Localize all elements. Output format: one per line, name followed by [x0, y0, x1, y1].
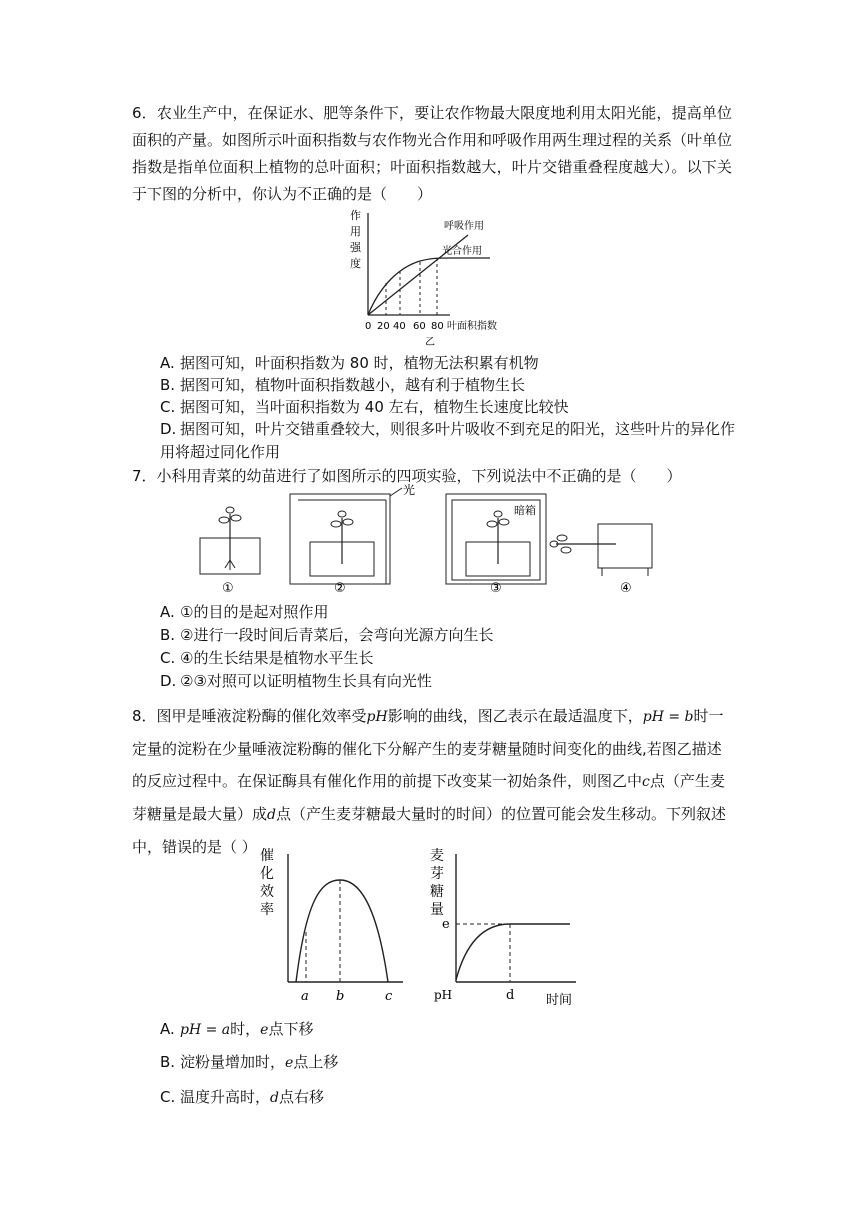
svg-text:时间: 时间: [546, 993, 573, 1006]
q6-option-b[interactable]: B. 据图可知，植物叶面积指数越小，越有利于植物生长: [160, 376, 526, 394]
q7-figure: [190, 484, 670, 600]
q6-option-d[interactable]: D. 据图可知，叶片交错重叠较大，则很多叶片吸收不到充足的阳光，这些叶片的异化作用将超过同化作用: [160, 420, 736, 461]
q6-xtick-2: 40: [393, 321, 406, 332]
q6-xtick-4: 80: [431, 321, 444, 332]
q7-darkbox-label: 暗箱: [514, 504, 536, 517]
q8-figure-b: [428, 842, 584, 1006]
q7-label-1: ①: [222, 581, 234, 596]
q7-light-label: 光: [403, 484, 416, 497]
q8-stem: 8．图甲是唾液淀粉酶的催化效率受pH影响的曲线，图乙表示在最适温度下，pH = b时一 定量的淀粉在少量唾液淀粉酶的催化下分解产生的麦芽糖量随时间变化的曲线,若图乙描述 的反应过程中。在保证酶具有催化作用的前提下改变某一初始条件，则图乙中c点（产生麦 芽糖量是最大量）成d点（产生麦芽糖最大量时的时间）的位置可能会发生移动。下列叙述 中，错误的是（ ）: [132, 707, 726, 856]
q6-xlabel: 叶面积指数: [447, 321, 497, 332]
q6-ylabel-3: 度: [350, 257, 361, 270]
q6-xtick-1: 20: [377, 321, 390, 332]
svg-text:催: 催: [260, 848, 274, 864]
q7-option-b[interactable]: B. ②进行一段时间后青菜后，会弯向光源方向生长: [160, 626, 494, 644]
svg-text:化: 化: [260, 866, 274, 882]
q6-ylabel-2: 强: [350, 241, 361, 254]
q6-xtick-3: 60: [413, 321, 426, 332]
q6-stem: 6．农业生产中，在保证水、肥等条件下，要让农作物最大限度地利用太阳光能，提高单位面积的产量。如图所示叶面积指数与农作物光合作用和呼吸作用两生理过程的关系（叶单位指数是指单位面积上植物的总叶面积；叶面积指数越大，叶片交错重叠程度越大）。以下关于下图的分析中，你认为不正确的是（ ）: [132, 104, 733, 203]
svg-text:量: 量: [430, 902, 444, 918]
svg-text:糖: 糖: [430, 884, 444, 900]
q8-option-a[interactable]: A. pH = a时，e点下移: [160, 1020, 314, 1038]
q8-option-c[interactable]: C. 温度升高时，d点右移: [160, 1088, 324, 1106]
svg-text:e: e: [442, 917, 450, 932]
q6-photosynthesis-label: 光合作用: [442, 246, 482, 257]
q8a-curve: [296, 880, 388, 982]
svg-text:c: c: [385, 989, 393, 1004]
q7-option-d[interactable]: D. ②③对照可以证明植物生长具有向光性: [160, 672, 432, 690]
q7-panel-4: [550, 524, 652, 596]
q7-panel-1: [200, 507, 260, 596]
q7-label-4: ④: [620, 581, 632, 596]
svg-text:效: 效: [260, 884, 274, 900]
q6-respiration-label: 呼吸作用: [444, 221, 484, 232]
svg-text:a: a: [301, 989, 309, 1004]
q8-ph: pH: [366, 709, 388, 725]
q6-ylabel-1: 用: [350, 225, 361, 238]
q8-option-b[interactable]: B. 淀粉量增加时，e点上移: [160, 1053, 339, 1071]
svg-text:pH: pH: [434, 988, 453, 1002]
q8b-curve: [456, 924, 570, 980]
q7-panel-3: [446, 494, 546, 596]
svg-text:率: 率: [260, 902, 274, 918]
svg-text:麦: 麦: [430, 848, 444, 864]
q7-stem: 7．小科用青菜的幼苗进行了如图所示的四项实验，下列说法中不正确的是（ ）: [132, 467, 682, 485]
q6-xtick-0: 0: [365, 321, 372, 332]
svg-text:b: b: [336, 989, 345, 1004]
q6-figure: [340, 205, 530, 355]
q7-option-a[interactable]: A. ①的目的是起对照作用: [160, 603, 329, 621]
q6-caption: 乙: [425, 337, 435, 348]
svg-text:d: d: [506, 988, 515, 1003]
q7-label-3: ③: [490, 581, 502, 596]
q7-panel-2: [290, 484, 415, 596]
q6-ylabel-0: 作: [350, 209, 361, 222]
q8-figure-a: [258, 842, 408, 1006]
q6-option-a[interactable]: A. 据图可知，叶面积指数为 80 时，植物无法积累有机物: [160, 354, 539, 372]
q7-option-c[interactable]: C. ④的生长结果是植物水平生长: [160, 649, 374, 667]
svg-text:芽: 芽: [430, 866, 444, 882]
q8-phb: pH = b: [642, 709, 694, 725]
q6-option-c[interactable]: C. 据图可知，当叶面积指数为 40 左右，植物生长速度比较快: [160, 398, 569, 416]
q7-label-2: ②: [334, 581, 346, 596]
